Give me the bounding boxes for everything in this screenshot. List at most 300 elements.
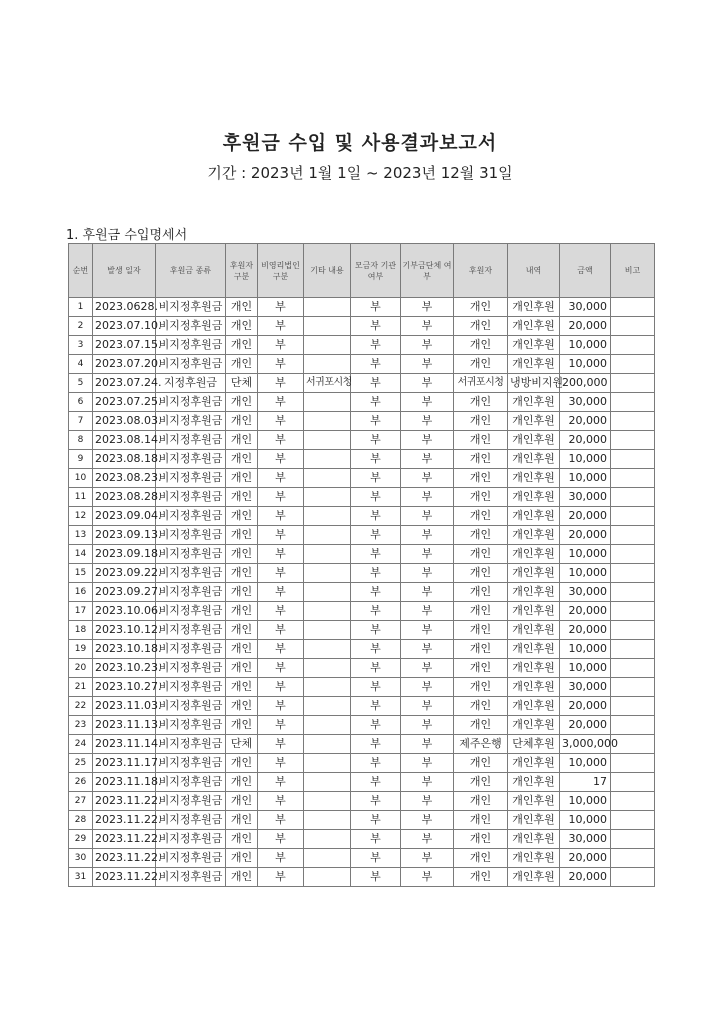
row-group-donation: 부 xyxy=(401,469,454,488)
table-row xyxy=(69,526,655,545)
table-row xyxy=(69,336,655,355)
row-fundraising: 부 xyxy=(351,298,401,317)
table-row xyxy=(69,469,655,488)
row-number: 31 xyxy=(69,868,93,887)
row-fundraising: 부 xyxy=(351,830,401,849)
row-donor: 개인 xyxy=(454,811,508,830)
row-detail: 개인후원 xyxy=(508,659,560,678)
row-nonprofit: 부 xyxy=(258,811,304,830)
row-amount: 20,000 xyxy=(560,716,611,735)
row-note xyxy=(611,431,655,450)
row-detail: 개인후원 xyxy=(508,488,560,507)
row-detail: 개인후원 xyxy=(508,583,560,602)
row-group-donation: 부 xyxy=(401,868,454,887)
row-group-donation: 부 xyxy=(401,355,454,374)
row-other xyxy=(304,830,351,849)
row-detail: 개인후원 xyxy=(508,678,560,697)
row-number: 26 xyxy=(69,773,93,792)
row-donor: 개인 xyxy=(454,564,508,583)
row-detail: 개인후원 xyxy=(508,868,560,887)
table-row xyxy=(69,431,655,450)
row-group-donation: 부 xyxy=(401,773,454,792)
row-type: 비지정후원금 xyxy=(156,659,226,678)
row-group-donation: 부 xyxy=(401,640,454,659)
row-nonprofit: 부 xyxy=(258,773,304,792)
header-nonprofit: 비영리법인 구분 xyxy=(258,244,304,298)
row-type: 비지정후원금 xyxy=(156,583,226,602)
row-amount: 30,000 xyxy=(560,488,611,507)
section-title: 1. 후원금 수입명세서 xyxy=(66,228,188,243)
row-donor-class: 개인 xyxy=(226,564,258,583)
row-donor: 개인 xyxy=(454,545,508,564)
row-fundraising: 부 xyxy=(351,659,401,678)
row-fundraising: 부 xyxy=(351,507,401,526)
row-note xyxy=(611,659,655,678)
header-fundraising: 모금자 기관여부 xyxy=(351,244,401,298)
row-number: 28 xyxy=(69,811,93,830)
row-detail: 개인후원 xyxy=(508,640,560,659)
row-donor-class: 개인 xyxy=(226,450,258,469)
row-other xyxy=(304,754,351,773)
row-note xyxy=(611,868,655,887)
row-other xyxy=(304,640,351,659)
row-nonprofit: 부 xyxy=(258,393,304,412)
row-nonprofit: 부 xyxy=(258,374,304,393)
row-fundraising: 부 xyxy=(351,621,401,640)
row-donor: 개인 xyxy=(454,583,508,602)
row-donor: 개인 xyxy=(454,830,508,849)
row-amount: 30,000 xyxy=(560,298,611,317)
row-detail: 개인후원 xyxy=(508,830,560,849)
row-donor: 서귀포시청 xyxy=(454,374,508,393)
row-other xyxy=(304,602,351,621)
row-number: 27 xyxy=(69,792,93,811)
row-nonprofit: 부 xyxy=(258,507,304,526)
row-group-donation: 부 xyxy=(401,583,454,602)
row-donor-class: 개인 xyxy=(226,716,258,735)
table-row xyxy=(69,621,655,640)
row-amount: 30,000 xyxy=(560,393,611,412)
row-number: 29 xyxy=(69,830,93,849)
row-donor-class: 개인 xyxy=(226,583,258,602)
row-fundraising: 부 xyxy=(351,336,401,355)
row-donor-class: 개인 xyxy=(226,488,258,507)
row-detail: 개인후원 xyxy=(508,849,560,868)
table-row xyxy=(69,754,655,773)
table-row xyxy=(69,716,655,735)
table-row xyxy=(69,488,655,507)
report-title: 후원금 수입 및 사용결과보고서 xyxy=(222,132,498,154)
row-type: 비지정후원금 xyxy=(156,640,226,659)
row-date: 2023.08.18. xyxy=(93,450,156,469)
row-donor: 개인 xyxy=(454,298,508,317)
row-number: 22 xyxy=(69,697,93,716)
row-fundraising: 부 xyxy=(351,374,401,393)
row-amount: 10,000 xyxy=(560,640,611,659)
row-type: 비지정후원금 xyxy=(156,754,226,773)
row-number: 4 xyxy=(69,355,93,374)
row-group-donation: 부 xyxy=(401,336,454,355)
header-donor-class: 후원자 구분 xyxy=(226,244,258,298)
row-group-donation: 부 xyxy=(401,488,454,507)
row-note xyxy=(611,412,655,431)
header-amount: 금액 xyxy=(560,244,611,298)
row-amount: 10,000 xyxy=(560,564,611,583)
row-other xyxy=(304,317,351,336)
row-date: 2023.07.10. xyxy=(93,317,156,336)
row-donor-class: 개인 xyxy=(226,621,258,640)
row-detail: 개인후원 xyxy=(508,431,560,450)
row-date: 2023.0628. xyxy=(93,298,156,317)
row-detail: 개인후원 xyxy=(508,412,560,431)
row-nonprofit: 부 xyxy=(258,792,304,811)
row-note xyxy=(611,621,655,640)
row-donor: 개인 xyxy=(454,431,508,450)
row-date: 2023.11.22. xyxy=(93,811,156,830)
row-other xyxy=(304,792,351,811)
row-date: 2023.11.22. xyxy=(93,792,156,811)
table-row xyxy=(69,811,655,830)
row-group-donation: 부 xyxy=(401,849,454,868)
row-fundraising: 부 xyxy=(351,526,401,545)
table-row xyxy=(69,830,655,849)
row-donor: 개인 xyxy=(454,868,508,887)
row-nonprofit: 부 xyxy=(258,640,304,659)
table-row xyxy=(69,317,655,336)
row-donor: 개인 xyxy=(454,336,508,355)
row-fundraising: 부 xyxy=(351,773,401,792)
row-donor-class: 개인 xyxy=(226,431,258,450)
row-note xyxy=(611,678,655,697)
row-amount: 10,000 xyxy=(560,659,611,678)
row-amount: 10,000 xyxy=(560,469,611,488)
row-other xyxy=(304,564,351,583)
row-other xyxy=(304,659,351,678)
table-row xyxy=(69,602,655,621)
row-note xyxy=(611,355,655,374)
row-detail: 개인후원 xyxy=(508,355,560,374)
row-fundraising: 부 xyxy=(351,811,401,830)
row-group-donation: 부 xyxy=(401,621,454,640)
row-donor: 개인 xyxy=(454,317,508,336)
row-type: 비지정후원금 xyxy=(156,355,226,374)
row-number: 16 xyxy=(69,583,93,602)
row-detail: 개인후원 xyxy=(508,621,560,640)
row-nonprofit: 부 xyxy=(258,450,304,469)
row-nonprofit: 부 xyxy=(258,336,304,355)
row-nonprofit: 부 xyxy=(258,678,304,697)
row-nonprofit: 부 xyxy=(258,716,304,735)
row-nonprofit: 부 xyxy=(258,868,304,887)
row-number: 21 xyxy=(69,678,93,697)
row-date: 2023.08.23. xyxy=(93,469,156,488)
row-date: 2023.11.22. xyxy=(93,830,156,849)
row-type: 비지정후원금 xyxy=(156,431,226,450)
row-other xyxy=(304,849,351,868)
row-nonprofit: 부 xyxy=(258,564,304,583)
row-fundraising: 부 xyxy=(351,678,401,697)
row-number: 15 xyxy=(69,564,93,583)
row-donor-class: 개인 xyxy=(226,811,258,830)
row-date: 2023.11.13. xyxy=(93,716,156,735)
row-fundraising: 부 xyxy=(351,393,401,412)
row-donor-class: 개인 xyxy=(226,355,258,374)
row-type: 비지정후원금 xyxy=(156,773,226,792)
table-row xyxy=(69,450,655,469)
table-row xyxy=(69,298,655,317)
row-note xyxy=(611,450,655,469)
row-donor: 제주은행 xyxy=(454,735,508,754)
row-nonprofit: 부 xyxy=(258,830,304,849)
row-date: 2023.10.23. xyxy=(93,659,156,678)
row-nonprofit: 부 xyxy=(258,431,304,450)
row-fundraising: 부 xyxy=(351,868,401,887)
row-donor: 개인 xyxy=(454,526,508,545)
row-detail: 개인후원 xyxy=(508,792,560,811)
row-number: 9 xyxy=(69,450,93,469)
table-row xyxy=(69,374,655,393)
row-group-donation: 부 xyxy=(401,659,454,678)
row-detail: 개인후원 xyxy=(508,526,560,545)
row-donor-class: 개인 xyxy=(226,640,258,659)
table-row xyxy=(69,659,655,678)
row-type: 비지정후원금 xyxy=(156,830,226,849)
row-group-donation: 부 xyxy=(401,830,454,849)
row-group-donation: 부 xyxy=(401,602,454,621)
row-date: 2023.10.18. xyxy=(93,640,156,659)
row-donor-class: 개인 xyxy=(226,469,258,488)
row-amount: 20,000 xyxy=(560,697,611,716)
row-detail: 개인후원 xyxy=(508,469,560,488)
row-nonprofit: 부 xyxy=(258,526,304,545)
row-fundraising: 부 xyxy=(351,431,401,450)
row-other xyxy=(304,526,351,545)
row-group-donation: 부 xyxy=(401,507,454,526)
row-donor: 개인 xyxy=(454,659,508,678)
row-other xyxy=(304,868,351,887)
row-type: 비지정후원금 xyxy=(156,678,226,697)
row-donor-class: 단체 xyxy=(226,374,258,393)
table-row xyxy=(69,849,655,868)
row-amount: 20,000 xyxy=(560,602,611,621)
row-amount: 20,000 xyxy=(560,868,611,887)
table-row xyxy=(69,393,655,412)
row-number: 17 xyxy=(69,602,93,621)
row-type: 비지정후원금 xyxy=(156,868,226,887)
row-date: 2023.07.24. xyxy=(93,374,156,393)
row-fundraising: 부 xyxy=(351,792,401,811)
row-fundraising: 부 xyxy=(351,640,401,659)
header-donor: 후원자 xyxy=(454,244,508,298)
row-group-donation: 부 xyxy=(401,697,454,716)
row-donor-class: 개인 xyxy=(226,659,258,678)
row-date: 2023.09.13. xyxy=(93,526,156,545)
row-amount: 20,000 xyxy=(560,317,611,336)
row-donor-class: 개인 xyxy=(226,792,258,811)
row-type: 비지정후원금 xyxy=(156,792,226,811)
row-number: 10 xyxy=(69,469,93,488)
row-group-donation: 부 xyxy=(401,298,454,317)
row-number: 19 xyxy=(69,640,93,659)
row-detail: 개인후원 xyxy=(508,393,560,412)
row-fundraising: 부 xyxy=(351,849,401,868)
row-date: 2023.07.20. xyxy=(93,355,156,374)
row-other xyxy=(304,697,351,716)
row-donor-class: 개인 xyxy=(226,545,258,564)
row-nonprofit: 부 xyxy=(258,754,304,773)
row-number: 3 xyxy=(69,336,93,355)
row-date: 2023.11.22. xyxy=(93,868,156,887)
row-date: 2023.11.03. xyxy=(93,697,156,716)
row-date: 2023.07.25. xyxy=(93,393,156,412)
row-fundraising: 부 xyxy=(351,602,401,621)
row-other: 서귀포시청 xyxy=(304,374,351,393)
row-fundraising: 부 xyxy=(351,450,401,469)
row-donor: 개인 xyxy=(454,849,508,868)
row-donor-class: 개인 xyxy=(226,602,258,621)
row-detail: 개인후원 xyxy=(508,545,560,564)
row-donor-class: 개인 xyxy=(226,336,258,355)
row-note xyxy=(611,298,655,317)
row-date: 2023.08.28. xyxy=(93,488,156,507)
row-detail: 냉방비지원 xyxy=(508,374,560,393)
report-period: 기간 : 2023년 1월 1일 ~ 2023년 12월 31일 xyxy=(207,164,513,182)
row-group-donation: 부 xyxy=(401,792,454,811)
row-donor-class: 단체 xyxy=(226,735,258,754)
table-row xyxy=(69,735,655,754)
row-note xyxy=(611,849,655,868)
table-row xyxy=(69,507,655,526)
row-donor-class: 개인 xyxy=(226,773,258,792)
row-nonprofit: 부 xyxy=(258,469,304,488)
row-donor: 개인 xyxy=(454,773,508,792)
row-type: 비지정후원금 xyxy=(156,336,226,355)
row-donor: 개인 xyxy=(454,469,508,488)
header-type: 후원금 종류 xyxy=(156,244,226,298)
row-donor: 개인 xyxy=(454,678,508,697)
row-donor: 개인 xyxy=(454,640,508,659)
row-other xyxy=(304,469,351,488)
row-number: 23 xyxy=(69,716,93,735)
row-donor: 개인 xyxy=(454,716,508,735)
row-date: 2023.10.06. xyxy=(93,602,156,621)
row-donor-class: 개인 xyxy=(226,678,258,697)
row-other xyxy=(304,298,351,317)
row-amount: 10,000 xyxy=(560,792,611,811)
row-fundraising: 부 xyxy=(351,355,401,374)
row-group-donation: 부 xyxy=(401,678,454,697)
row-donor-class: 개인 xyxy=(226,697,258,716)
row-donor: 개인 xyxy=(454,754,508,773)
table-row xyxy=(69,773,655,792)
row-other xyxy=(304,678,351,697)
table-row xyxy=(69,678,655,697)
table-row xyxy=(69,697,655,716)
row-other xyxy=(304,488,351,507)
row-donor-class: 개인 xyxy=(226,317,258,336)
row-detail: 개인후원 xyxy=(508,754,560,773)
row-type: 비지정후원금 xyxy=(156,735,226,754)
row-number: 25 xyxy=(69,754,93,773)
row-other xyxy=(304,811,351,830)
row-detail: 개인후원 xyxy=(508,716,560,735)
row-fundraising: 부 xyxy=(351,716,401,735)
row-nonprofit: 부 xyxy=(258,849,304,868)
row-fundraising: 부 xyxy=(351,412,401,431)
row-amount: 30,000 xyxy=(560,583,611,602)
row-detail: 개인후원 xyxy=(508,811,560,830)
row-number: 20 xyxy=(69,659,93,678)
row-donor-class: 개인 xyxy=(226,298,258,317)
row-amount: 10,000 xyxy=(560,811,611,830)
row-other xyxy=(304,583,351,602)
row-note xyxy=(611,811,655,830)
row-other xyxy=(304,507,351,526)
row-group-donation: 부 xyxy=(401,716,454,735)
row-amount: 30,000 xyxy=(560,830,611,849)
row-number: 7 xyxy=(69,412,93,431)
row-amount: 10,000 xyxy=(560,754,611,773)
row-detail: 개인후원 xyxy=(508,317,560,336)
row-note xyxy=(611,545,655,564)
header-date: 발생 일자 xyxy=(93,244,156,298)
header-other: 기타 내용 xyxy=(304,244,351,298)
row-fundraising: 부 xyxy=(351,754,401,773)
row-number: 12 xyxy=(69,507,93,526)
row-amount: 20,000 xyxy=(560,431,611,450)
row-note xyxy=(611,317,655,336)
row-donor: 개인 xyxy=(454,507,508,526)
row-donor: 개인 xyxy=(454,393,508,412)
row-note xyxy=(611,374,655,393)
row-amount: 200,000 xyxy=(560,374,611,393)
row-number: 30 xyxy=(69,849,93,868)
row-detail: 개인후원 xyxy=(508,507,560,526)
row-amount: 3,000,000 xyxy=(560,735,611,754)
row-number: 2 xyxy=(69,317,93,336)
row-nonprofit: 부 xyxy=(258,735,304,754)
row-date: 2023.11.18. xyxy=(93,773,156,792)
row-fundraising: 부 xyxy=(351,583,401,602)
table-row xyxy=(69,412,655,431)
row-number: 11 xyxy=(69,488,93,507)
row-amount: 10,000 xyxy=(560,545,611,564)
row-note xyxy=(611,773,655,792)
row-date: 2023.09.18. xyxy=(93,545,156,564)
row-group-donation: 부 xyxy=(401,374,454,393)
table-body xyxy=(69,298,655,887)
row-other xyxy=(304,545,351,564)
row-date: 2023.10.27. xyxy=(93,678,156,697)
row-date: 2023.09.22. xyxy=(93,564,156,583)
row-number: 24 xyxy=(69,735,93,754)
row-donor: 개인 xyxy=(454,697,508,716)
row-date: 2023.10.12. xyxy=(93,621,156,640)
row-type: 비지정후원금 xyxy=(156,811,226,830)
table-row xyxy=(69,564,655,583)
row-type: 비지정후원금 xyxy=(156,602,226,621)
row-fundraising: 부 xyxy=(351,488,401,507)
row-group-donation: 부 xyxy=(401,393,454,412)
row-note xyxy=(611,697,655,716)
row-donor: 개인 xyxy=(454,450,508,469)
row-group-donation: 부 xyxy=(401,526,454,545)
row-group-donation: 부 xyxy=(401,811,454,830)
row-date: 2023.09.27. xyxy=(93,583,156,602)
table-row xyxy=(69,545,655,564)
header-row xyxy=(69,244,655,298)
row-type: 비지정후원금 xyxy=(156,697,226,716)
